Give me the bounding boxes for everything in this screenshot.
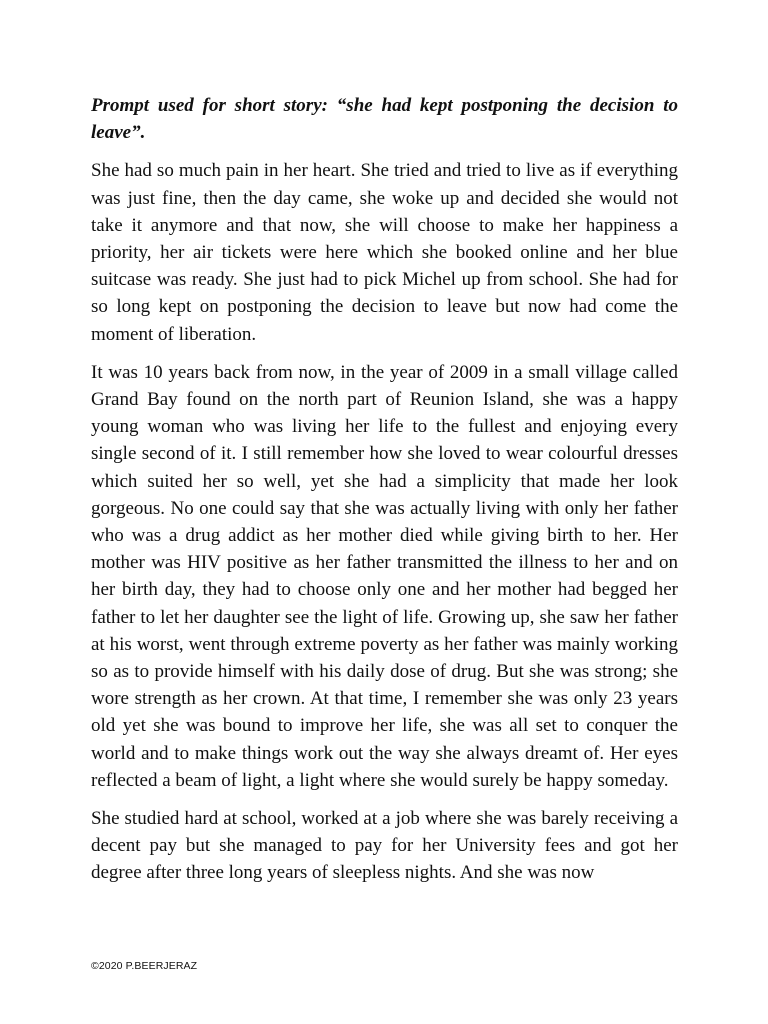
prompt-heading: Prompt used for short story: “she had kept postponing the decision to leave”. — [91, 95, 678, 144]
story-paragraph-2: It was 10 years back from now, in the year of 2009 in a small village called Grand Bay found on the north part of Reunion Island, she was a happy young woman who was living her life to the fullest and enjoying every single second of it. I still remember how she loved to wear colourful dresses which suited her so well, yet she had a simplicity that made her look gorgeous. No one could say that she was actually living with only her father who was a drug addict as her mother died while giving birth to her. Her mother was HIV positive as her father transmitted the illness to her and on her birth day, they had to choose only one and her mother had begged her father to let her daughter see the light of life. Growing up, she saw her father at his worst, went through extreme poverty as her father was mainly working so as to provide himself with his daily dose of drug. But she was strong; she wore strength as her crown. At that time, I remember she was only 23 years old yet she was bound to improve her life, she was all set to conquer the world and to make things work out the way she always dreamt of. Her eyes reflected a beam of light, a light where she would surely be happy someday. — [91, 361, 678, 791]
story-paragraph-1: She had so much pain in her heart. She tried and tried to live as if everything was just fine, then the day came, she woke up and decided she would not take it anymore and that now, she will choose to make her happiness a priority, her air tickets were here which she booked online and her blue suitcase was ready. She just had to pick Michel up from school. She had for so long kept on postponing the decision to leave but now had come the moment of liberation. — [91, 160, 678, 345]
document-body — [91, 92, 678, 898]
copyright-footer: ©2020 P.BEERJERAZ — [91, 960, 198, 972]
story-paragraph-3: She studied hard at school, worked at a job where she was barely receiving a decent pay but she managed to pay for her University fees and got her degree after three long years of sleepless nights. And she was now — [91, 808, 678, 884]
